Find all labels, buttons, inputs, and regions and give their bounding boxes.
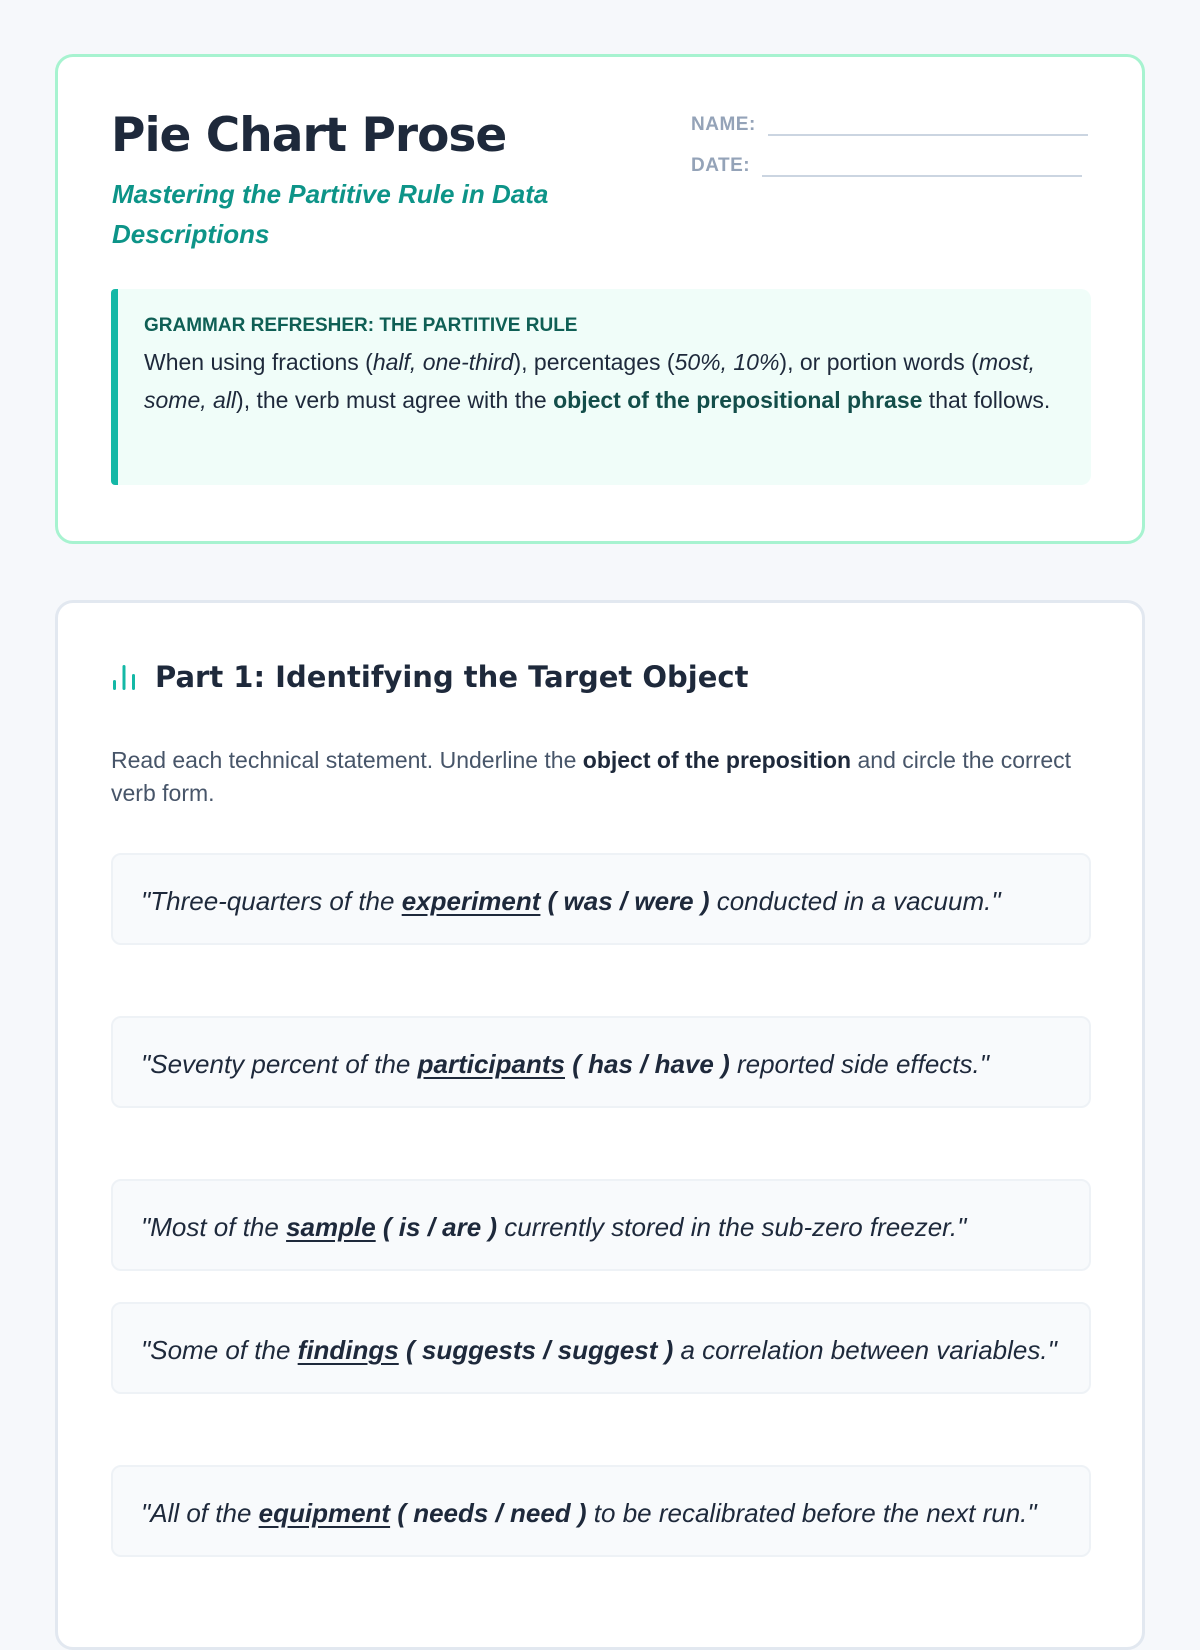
item-verb-choice[interactable]: ( suggests / suggest ) [405,1335,674,1365]
item-verb-choice[interactable]: ( is / are ) [382,1212,498,1242]
refresher-emphasis: object of the prepositional phrase [553,387,923,413]
refresher-text-part: that follows. [922,387,1051,413]
part1-heading [111,660,748,694]
item-text: a correlation between variables." [673,1335,1057,1365]
instructions-text: Read each technical statement. Underline the [111,747,583,773]
exercise-item [111,1016,1091,1108]
date-field-row [691,153,1082,177]
worksheet-header-card [55,54,1145,544]
part1-card [55,600,1145,1650]
item-text: conducted in a vacuum." [709,886,1001,916]
item-verb-choice[interactable]: ( needs / need ) [397,1498,587,1528]
part1-instructions [111,744,1071,810]
item-object: equipment [258,1498,391,1528]
instructions-text: and circle the correct verb form. [111,747,1071,806]
refresher-text-part: ), percentages ( [513,349,675,375]
grammar-refresher-box [111,289,1091,485]
name-line[interactable] [768,112,1088,136]
item-text: to be recalibrated before the next run." [586,1498,1037,1528]
item-text: reported side effects." [729,1049,989,1079]
date-line[interactable] [762,153,1082,177]
item-verb-choice[interactable]: ( has / have ) [572,1049,730,1079]
instructions-emphasis: object of the preposition [582,747,852,773]
exercise-item [111,1302,1091,1394]
refresher-text-part: ), or portion words ( [779,349,979,375]
name-field-row [691,112,1088,136]
item-text: "Seventy percent of the [141,1049,418,1079]
bar-chart-icon [111,663,137,691]
item-text: "Some of the [141,1335,298,1365]
refresher-example-portions: most, some, all [144,349,1036,413]
exercise-item [111,1179,1091,1271]
refresher-example-fractions: half, one-third [372,349,514,375]
item-text: "Most of the [141,1212,287,1242]
refresher-text-part: ), the verb must agree with the [236,387,554,413]
item-object: participants [417,1049,565,1079]
item-text: "Three-quarters of the [141,886,402,916]
item-object: experiment [401,886,541,916]
part1-title: Part 1: Identifying the Target Object [155,660,749,694]
page-subtitle: Mastering the Partitive Rule in Data Descriptions [112,179,549,249]
page-title: Pie Chart Prose [111,108,507,163]
refresher-text-part: When using fractions ( [144,349,373,375]
refresher-text [144,343,1057,419]
item-verb-choice[interactable]: ( was / were ) [547,886,710,916]
item-object: sample [286,1212,376,1242]
item-text: currently stored in the sub-zero freezer." [497,1212,967,1242]
refresher-title: GRAMMAR REFRESHER: THE PARTITIVE RULE [144,315,578,336]
exercise-item [111,1465,1091,1557]
refresher-example-percentages: 50%, 10% [674,349,780,375]
name-label: NAME: [691,114,756,135]
item-object: findings [297,1335,399,1365]
item-text: "All of the [141,1498,259,1528]
date-label: DATE: [691,155,751,176]
exercise-item [111,853,1091,945]
